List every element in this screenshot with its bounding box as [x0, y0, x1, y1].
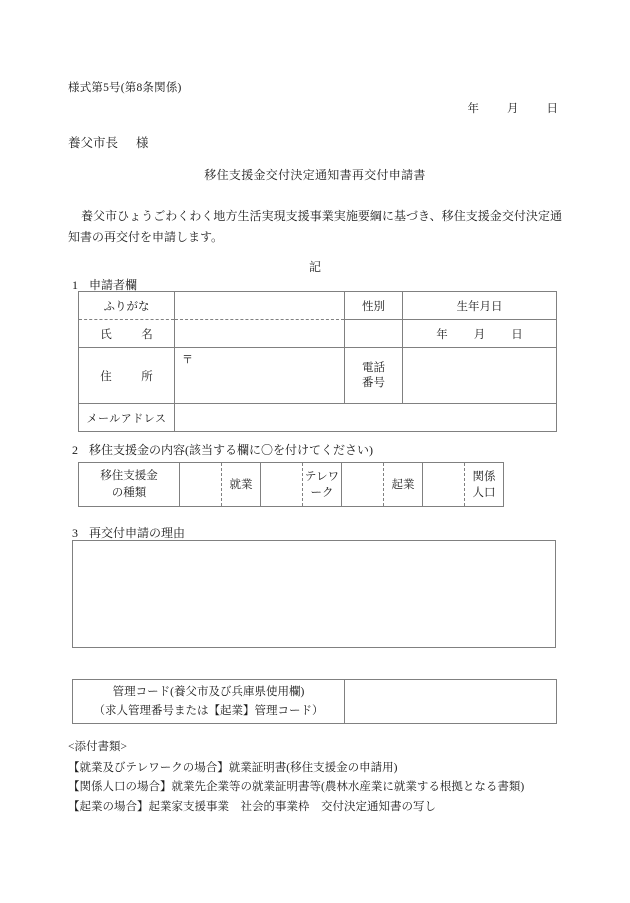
birthdate-month-label: 月 — [473, 328, 486, 341]
support-option-employment-mark[interactable] — [180, 463, 222, 507]
phone-label — [345, 348, 403, 404]
reason-textarea[interactable] — [72, 540, 556, 648]
date-year-label: 年 — [467, 103, 479, 115]
table-row — [79, 292, 557, 320]
form-number: 様式第5号(第8条関係) — [68, 82, 182, 94]
management-code-label-line1: 管理コード(養父市及び兵庫県使用欄) — [112, 685, 305, 698]
support-type-row-label — [79, 463, 180, 507]
attachment-item: 【関係人口の場合】就業先企業等の就業証明書等(農林水産業に就業する根拠となる書類) — [68, 781, 525, 793]
management-code-label-line2: （求人管理番号または【起業】管理コード） — [93, 704, 324, 717]
support-option-telework-label: テレワ ーク — [303, 463, 342, 507]
gender-input[interactable] — [345, 320, 403, 348]
address-input[interactable] — [175, 348, 345, 404]
phone-label-line1: 電話 — [362, 361, 385, 374]
section-1-label: 申請者欄 — [89, 278, 138, 292]
applicant-table — [78, 291, 557, 432]
attachments-section — [68, 738, 578, 817]
addressee-name: 養父市長 — [68, 136, 119, 150]
table-row — [73, 680, 557, 724]
address-label: 住 所 — [79, 348, 175, 404]
date-month-label: 月 — [507, 103, 519, 115]
body-paragraph: 養父市ひょうごわくわく地方生活実現支援事業実施要綱に基づき、移住支援金交付決定通知書の再交付を申請します。 — [68, 209, 562, 244]
gender-label: 性別 — [345, 292, 403, 320]
table-row — [79, 320, 557, 348]
support-type-label-line1: 移住支援金 — [100, 469, 158, 482]
table-row — [79, 463, 504, 507]
management-code-table — [72, 679, 557, 724]
support-type-table — [78, 462, 504, 507]
phone-label-line2: 番号 — [362, 376, 385, 389]
page-title: 移住支援金交付決定通知書再交付申請書 — [204, 168, 426, 182]
management-code-input[interactable] — [345, 680, 557, 724]
phone-input[interactable] — [403, 348, 557, 404]
furigana-input[interactable] — [175, 292, 345, 320]
support-option-relatedpop-label: 関係 人口 — [465, 463, 504, 507]
postal-code-icon: 〒 — [182, 354, 193, 366]
section-2-heading — [72, 441, 373, 458]
name-label: 氏 名 — [79, 320, 175, 348]
section-2-label: 移住支援金の内容(該当する欄に〇を付けてください) — [89, 443, 373, 457]
email-label: メールアドレス — [79, 404, 175, 432]
support-type-label-line2: の種類 — [111, 486, 147, 499]
addressee-honorific: 様 — [136, 136, 149, 150]
section-3-number: 3 — [72, 526, 78, 540]
support-option-startup-label: 起業 — [384, 463, 423, 507]
attachment-item: 【就業及びテレワークの場合】就業証明書(移住支援金の申請用) — [68, 761, 398, 774]
birthdate-input[interactable] — [403, 320, 557, 348]
section-2-number: 2 — [72, 443, 78, 457]
table-row — [79, 404, 557, 432]
section-3-label: 再交付申請の理由 — [89, 526, 186, 540]
attachments-heading: <添付書類> — [68, 741, 127, 753]
section-1-number: 1 — [72, 278, 78, 292]
addressee — [68, 133, 149, 151]
attachment-item: 【起業の場合】起業家支援事業 社会的事業枠 交付決定通知書の写し — [68, 800, 436, 813]
support-option-telework-mark[interactable] — [261, 463, 303, 507]
birthdate-day-label: 日 — [511, 328, 523, 341]
date-line — [0, 100, 630, 116]
date-day-label: 日 — [546, 103, 558, 115]
ki-mark: 記 — [308, 260, 321, 274]
name-input[interactable] — [175, 320, 345, 348]
management-code-label — [73, 680, 345, 724]
furigana-label: ふりがな — [79, 292, 175, 320]
support-option-employment-label: 就業 — [222, 463, 261, 507]
support-option-startup-mark[interactable] — [342, 463, 384, 507]
email-input[interactable] — [175, 404, 557, 432]
birthdate-label: 生年月日 — [403, 292, 557, 320]
section-3-heading — [72, 524, 185, 541]
support-option-relatedpop-mark[interactable] — [423, 463, 465, 507]
birthdate-year-label: 年 — [436, 328, 448, 341]
table-row — [79, 348, 557, 404]
